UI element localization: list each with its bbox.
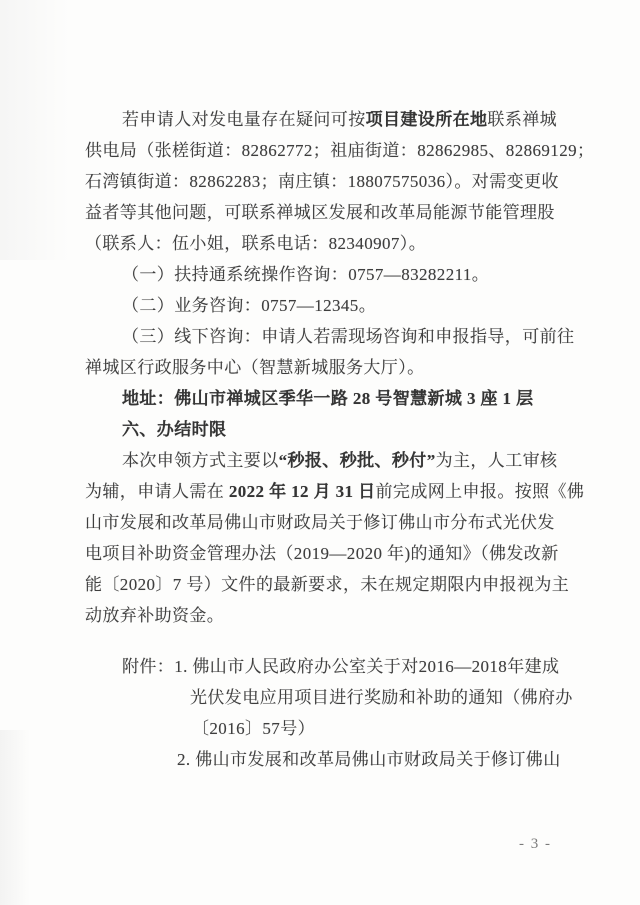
text-segment: 为辅，申请人需在	[85, 482, 229, 501]
bold-text-project-location: 项目建设所在地	[365, 110, 488, 129]
scan-artifact-bottom-left	[0, 730, 30, 905]
attachments-label: 附件：	[122, 657, 175, 676]
text-segment: 前完成网上申报。按照《佛	[375, 482, 585, 501]
consult-item-2: （二）业务咨询：0757—12345。	[122, 296, 377, 315]
contact-paragraph-line-1	[85, 104, 565, 135]
scan-artifact-top-left	[0, 0, 70, 260]
contact-paragraph-line-2: 供电局（张槎街道：82862772；祖庙街道：82862985、82869129；	[85, 141, 595, 160]
consult-item-3-line-1: （三）线下咨询：申请人若需现场咨询和申报指导，可前往	[122, 327, 575, 346]
deadline-paragraph-line-5: 能〔2020〕7 号）文件的最新要求，未在规定期限内申报视为主	[85, 575, 570, 594]
attachment-2-line-1: 2. 佛山市发展和改革局佛山市财政局关于修订佛山	[177, 750, 561, 769]
deadline-paragraph-line-2	[85, 476, 585, 507]
contact-paragraph-line-3: 石湾镇街道：82862283；南庄镇：18807575036）。对需变更收	[85, 172, 559, 191]
document-body	[85, 104, 595, 775]
attachment-1-line-2: 光伏发电应用项目进行奖励和补助的通知（佛府办	[190, 688, 573, 707]
attachment-1-text: 1. 佛山市人民政府办公室关于对2016—2018年建成	[174, 657, 560, 676]
attachment-1-line-1	[85, 651, 565, 682]
attachment-1-line-3: 〔2016〕57号）	[192, 719, 315, 738]
text-segment: 联系禅城	[487, 110, 558, 129]
contact-paragraph-line-4: 益者等其他问题，可联系禅城区发展和改革局能源节能管理股	[85, 203, 555, 222]
consult-item-1: （一）扶持通系统操作咨询：0757—83282211。	[122, 265, 490, 284]
page-number: - 3 -	[519, 836, 552, 852]
deadline-paragraph-line-1	[85, 445, 565, 476]
text-segment: 若申请人对发电量存在疑问可按	[122, 110, 366, 129]
consult-item-3-line-2: 禅城区行政服务中心（智慧新城服务大厅）。	[85, 358, 425, 377]
deadline-paragraph-line-3: 山市发展和改革局佛山市财政局关于修订佛山市分布式光伏发	[85, 513, 555, 532]
bold-text-deadline-date: 2022 年 12 月 31 日	[228, 482, 376, 501]
deadline-paragraph-line-4: 电项目补助资金管理办法（2019—2020 年)的通知》（佛发改新	[85, 544, 559, 563]
address-line: 地址：佛山市禅城区季华一路 28 号智慧新城 3 座 1 层	[122, 389, 534, 408]
text-segment: 为主，人工审核	[435, 451, 558, 470]
contact-paragraph-line-5: （联系人：伍小姐，联系电话：82340907）。	[85, 234, 427, 253]
bold-text-instant-process: “秒报、秒批、秒付”	[278, 451, 436, 470]
text-segment: 本次申领方式主要以	[122, 451, 279, 470]
deadline-paragraph-line-6: 动放弃补助资金。	[85, 606, 225, 625]
section-heading-deadline: 六、办结时限	[122, 420, 227, 439]
